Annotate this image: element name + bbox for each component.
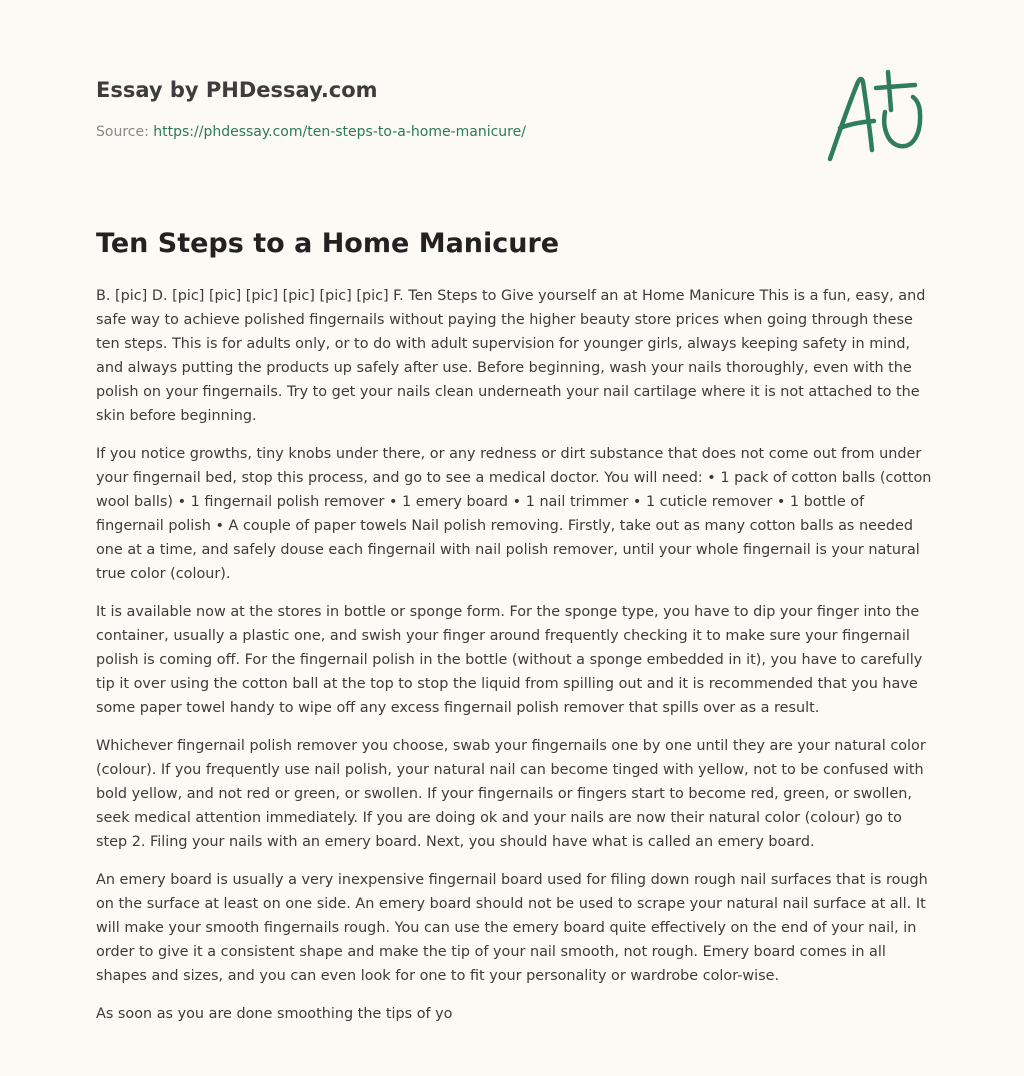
essay-header — [96, 76, 796, 142]
essay-paragraph: If you notice growths, tiny knobs under there, or any redness or dirt substance that does not come out from under your fingernail bed, stop this process, and go to see a medical doctor. You will need: • 1 pack of cotton balls (cotton wool balls) • 1 fingernail polish remover • 1 emery board • 1 nail trimmer • 1 cuticle remover • 1 bottle of fingernail polish • A couple of paper towels Nail polish removing. Firstly, take out as many cotton balls as needed one at a time, and safely douse each fingernail with nail polish remover, until your whole fingernail is your natural true color (colour). — [96, 446, 932, 582]
source-label: Source: — [96, 124, 154, 140]
essay-paragraph: B. [pic] D. [pic] [pic] [pic] [pic] [pic] [pic] F. Ten Steps to Give yourself an at Home Manicure This is a fun, easy, and safe way to achieve polished fingernails without paying the higher beauty store prices when going through these ten steps. This is for adults only, or to do with adult supervision for younger girls, always keeping safety in mind, and always putting the products up safely after use. Before beginning, wash your nails thoroughly, even with the polish on your fingernails. Try to get your nails clean underneath your nail cartilage where it is not attached to the skin before beginning. — [96, 288, 926, 424]
essay-paragraph: It is available now at the stores in bottle or sponge form. For the sponge type, you have to dip your finger into the container, usually a plastic one, and swish your finger around frequently checking it to make sure your fingernail polish is coming off. For the fingernail polish in the bottle (without a sponge embedded in it), you have to carefully tip it over using the cotton ball at the top to stop the liquid from spilling out and it is recommended that you have some paper towel handy to wipe off any excess fingernail polish remover that spills over as a result. — [96, 604, 923, 716]
essay-paragraph: An emery board is usually a very inexpensive fingernail board used for filing down rough nail surfaces that is rough on the surface at least on one side. An emery board should not be used to scrape your natural nail surface at all. It will make your smooth fingernails rough. You can use the emery board quite effectively on the end of your nail, in order to give it a consistent shape and make the tip of your nail smooth, not rough. Emery board comes in all shapes and sizes, and you can even look for one to fit your personality or wardrobe color-wise. — [96, 872, 928, 984]
source-link[interactable]: https://phdessay.com/ten-steps-to-a-home-manicure/ — [153, 124, 526, 140]
essay-paragraph: As soon as you are done smoothing the tips of yo — [96, 1006, 453, 1022]
site-brand: Essay by PHDessay.com — [96, 78, 378, 102]
a-plus-logo-icon — [820, 66, 930, 166]
essay-body — [96, 284, 934, 1040]
essay-paragraph: Whichever fingernail polish remover you choose, swab your fingernails one by one until they are your natural color (colour). If you frequently use nail polish, your natural nail can become tinged with yellow, not to be confused with bold yellow, and not red or green, or swollen. If your fingernails or fingers start to become red, green, or swollen, seek medical attention immediately. If you are doing ok and your nails are now their natural color (colour) go to step 2. Filing your nails with an emery board. Next, you should have what is called an emery board. — [96, 738, 926, 850]
source-line — [96, 122, 796, 142]
essay-title: Ten Steps to a Home Manicure — [96, 228, 560, 259]
